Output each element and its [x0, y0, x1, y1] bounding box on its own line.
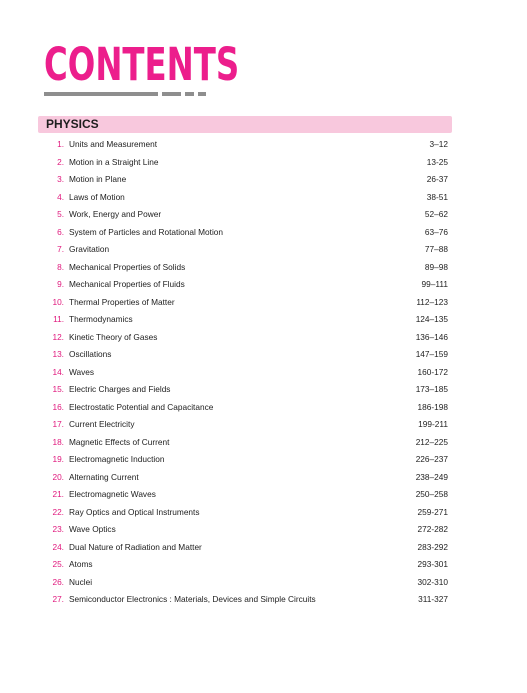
toc-entry-title: Electromagnetic Waves [69, 489, 156, 499]
toc-entry-title: Atoms [69, 559, 93, 569]
toc-entry-pages: 112–123 [416, 296, 448, 307]
toc-entry-number: 27. [52, 594, 64, 604]
toc-entry[interactable] [38, 504, 452, 522]
title-underline-dash [198, 92, 206, 96]
toc-entry[interactable] [38, 591, 452, 609]
toc-entry-title: Thermal Properties of Matter [69, 296, 175, 307]
toc-entry-pages: 13-25 [426, 156, 448, 167]
toc-entry-pages: 3–12 [429, 139, 448, 149]
toc-entry[interactable] [38, 329, 452, 347]
toc-entry[interactable] [38, 346, 452, 364]
toc-entry[interactable] [38, 556, 452, 574]
toc-entry[interactable] [38, 539, 452, 557]
toc-entry-title: Gravitation [69, 244, 110, 254]
toc-entry-title: Dual Nature of Radiation and Matter [69, 541, 202, 552]
toc-entry[interactable] [38, 434, 452, 452]
toc-entry[interactable] [38, 241, 452, 259]
toc-entry-pages: 26-37 [426, 174, 448, 184]
toc-entry-number: 5. [57, 209, 64, 219]
toc-entry-pages: 212–225 [415, 436, 448, 447]
toc-entry-pages: 124–135 [415, 314, 448, 324]
toc-entry-pages: 259-271 [417, 506, 448, 517]
toc-entry-title: Kinetic Theory of Gases [69, 331, 158, 342]
toc-entry-title: Current Electricity [69, 419, 135, 429]
toc-entry-title: Oscillations [69, 349, 112, 359]
toc-entry[interactable] [38, 311, 452, 329]
toc-entry-pages: 272-282 [417, 524, 448, 534]
toc-entry[interactable] [38, 136, 452, 154]
toc-entry-pages: 283-292 [417, 541, 448, 552]
toc-entry-number: 3. [57, 174, 64, 184]
toc-entry-number: 13. [52, 349, 64, 359]
toc-entry-number: 22. [52, 506, 64, 517]
toc-entry-pages: 199-211 [418, 419, 448, 429]
toc-entry-number: 10. [52, 296, 64, 307]
toc-entry-number: 9. [57, 279, 64, 289]
title-underline [44, 92, 158, 96]
toc-entry[interactable] [38, 451, 452, 469]
toc-entry-number: 23. [52, 524, 64, 534]
toc-entry-number: 20. [52, 471, 64, 482]
toc-entry[interactable] [38, 486, 452, 504]
toc-entry[interactable] [38, 521, 452, 539]
toc-entry-title: Electric Charges and Fields [69, 384, 171, 394]
toc-entry[interactable] [38, 469, 452, 487]
toc-entry-title: Laws of Motion [69, 191, 125, 202]
toc-entry-number: 24. [52, 541, 64, 552]
toc-entry-title: Work, Energy and Power [69, 209, 162, 219]
toc-entry-number: 15. [52, 384, 64, 394]
toc-entry-pages: 226–237 [415, 454, 448, 464]
toc-entry[interactable] [38, 364, 452, 382]
toc-entry-title: Nuclei [69, 576, 93, 587]
toc-entry-number: 11. [53, 314, 64, 324]
toc-entry-title: Electrostatic Potential and Capacitance [69, 401, 214, 412]
toc-entry[interactable] [38, 381, 452, 399]
toc-entry-pages: 160-172 [417, 366, 448, 377]
toc-entry-number: 19. [52, 454, 64, 464]
toc-entry[interactable] [38, 574, 452, 592]
toc-entry[interactable] [38, 154, 452, 172]
toc-entry[interactable] [38, 206, 452, 224]
toc-entry-number: 2. [57, 156, 64, 167]
toc-entry-title: Mechanical Properties of Solids [69, 261, 186, 272]
toc-entry-pages: 311-327 [418, 594, 448, 604]
toc-entry-pages: 89–98 [424, 261, 448, 272]
toc-entry-number: 21. [52, 489, 64, 499]
title-underline-dash [185, 92, 194, 96]
toc-entry-number: 25. [52, 559, 64, 569]
toc-entry-pages: 147–159 [415, 349, 448, 359]
toc-entry[interactable] [38, 259, 452, 277]
section-header [38, 116, 452, 133]
toc-entry-title: Units and Measurement [69, 139, 158, 149]
toc-entry-title: Thermodynamics [69, 314, 133, 324]
toc-entry-pages: 173–185 [415, 384, 448, 394]
toc-entry-number: 6. [57, 226, 64, 237]
toc-entry-title: Motion in Plane [69, 174, 127, 184]
toc-entry[interactable] [38, 416, 452, 434]
toc-entry[interactable] [38, 399, 452, 417]
toc-entry-pages: 63–76 [424, 226, 448, 237]
toc-entry-pages: 99–111 [421, 279, 448, 289]
toc-entry-pages: 136–146 [415, 331, 448, 342]
toc-entry-pages: 38-51 [426, 191, 448, 202]
toc-entry-title: Waves [69, 366, 95, 377]
toc-entry-title: Mechanical Properties of Fluids [69, 279, 185, 289]
toc-entry-pages: 302-310 [417, 576, 448, 587]
toc-list [38, 136, 452, 609]
toc-entry-title: Motion in a Straight Line [69, 156, 159, 167]
toc-entry-title: Electromagnetic Induction [69, 454, 165, 464]
toc-entry-number: 7. [57, 244, 64, 254]
toc-entry-pages: 293-301 [417, 559, 448, 569]
toc-entry-number: 26. [52, 576, 64, 587]
toc-entry-title: Semiconductor Electronics : Materials, Devices and Simple Circuits [69, 594, 316, 604]
toc-entry-title: Ray Optics and Optical Instruments [69, 506, 200, 517]
toc-entry-number: 16. [52, 401, 64, 412]
toc-entry-pages: 52–62 [424, 209, 448, 219]
toc-entry-title: Magnetic Effects of Current [69, 436, 170, 447]
toc-entry[interactable] [38, 189, 452, 207]
toc-entry-number: 14. [52, 366, 64, 377]
toc-entry-number: 4. [57, 191, 64, 202]
toc-entry-pages: 77–88 [424, 244, 448, 254]
toc-entry-title: Wave Optics [69, 524, 116, 534]
toc-entry-number: 17. [52, 419, 64, 429]
toc-entry-pages: 186-198 [417, 401, 448, 412]
toc-entry[interactable] [38, 224, 452, 242]
toc-entry-pages: 238–249 [415, 471, 448, 482]
toc-entry-number: 1. [57, 139, 64, 149]
toc-entry[interactable] [38, 276, 452, 294]
toc-entry-pages: 250–258 [415, 489, 448, 499]
toc-entry-number: 18. [52, 436, 64, 447]
toc-entry[interactable] [38, 294, 452, 312]
toc-entry-number: 8. [57, 261, 64, 272]
toc-entry-title: Alternating Current [69, 471, 139, 482]
toc-entry-title: System of Particles and Rotational Motion [69, 226, 224, 237]
page-title: CONTENTS [44, 38, 240, 91]
toc-entry[interactable] [38, 171, 452, 189]
toc-entry-number: 12. [52, 331, 64, 342]
section-title: PHYSICS [46, 117, 99, 131]
title-underline-dash [162, 92, 181, 96]
